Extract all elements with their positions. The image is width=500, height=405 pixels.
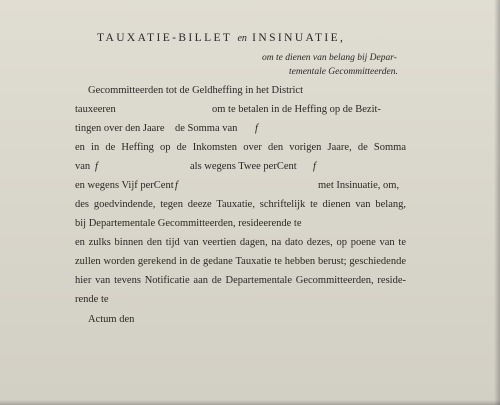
body-line-8: bij Departementale Gecommitteerden, resideerende te xyxy=(75,218,302,229)
title-main: TAUXATIE-BILLET xyxy=(97,32,233,44)
body-line-6b: f xyxy=(175,180,178,191)
paper-edge-shadow-right xyxy=(494,0,500,405)
body-line-11: hier van tevens Notificatie aan de Departementale Gecommitteerden, reside- xyxy=(75,275,406,286)
body-line-5a: van xyxy=(75,161,91,172)
body-line-3a: tingen over den Jaare xyxy=(75,123,165,134)
body-line-6a: en wegens Vijf perCent xyxy=(75,180,174,191)
body-line-13: Actum den xyxy=(88,314,135,325)
body-line-1: Gecommitteerden tot de Geldheffing in het District xyxy=(88,85,303,96)
title-and: en xyxy=(237,33,247,44)
body-line-4: en in de Heffing op de Inkomsten over den vorigen Jaare, de Somma xyxy=(75,142,406,153)
body-line-5c: als wegens Twee perCent xyxy=(190,161,297,172)
body-line-10: zullen worden gerekend in de gedane Tauxatie te hebben berust; geschiedende xyxy=(75,256,406,267)
body-line-5b: f xyxy=(95,161,98,172)
body-line-3c: f xyxy=(255,123,258,134)
body-line-5d: f xyxy=(313,161,316,172)
document-title xyxy=(97,32,345,44)
body-line-2b: om te betalen in de Heffing op de Bezit- xyxy=(212,104,381,115)
title-end: INSINUATIE, xyxy=(252,32,346,44)
body-line-9: en zulks binnen den tijd van veertien dagen, na dato dezes, op poene van te xyxy=(75,237,406,248)
subtitle-line-1: om te dienen van belang bij Depar- xyxy=(262,53,397,63)
subtitle-line-2: tementale Gecommitteerden. xyxy=(289,67,398,77)
paper-edge-shadow-bottom xyxy=(0,400,500,405)
body-line-6c: met Insinuatie, om, xyxy=(318,180,400,191)
body-line-2a: tauxeeren xyxy=(75,104,116,115)
body-line-7: des goedvindende, tegen deeze Tauxatie, schriftelijk te dienen van belang, xyxy=(75,199,406,210)
body-line-12: rende te xyxy=(75,294,109,305)
body-line-3b: de Somma van xyxy=(175,123,238,134)
